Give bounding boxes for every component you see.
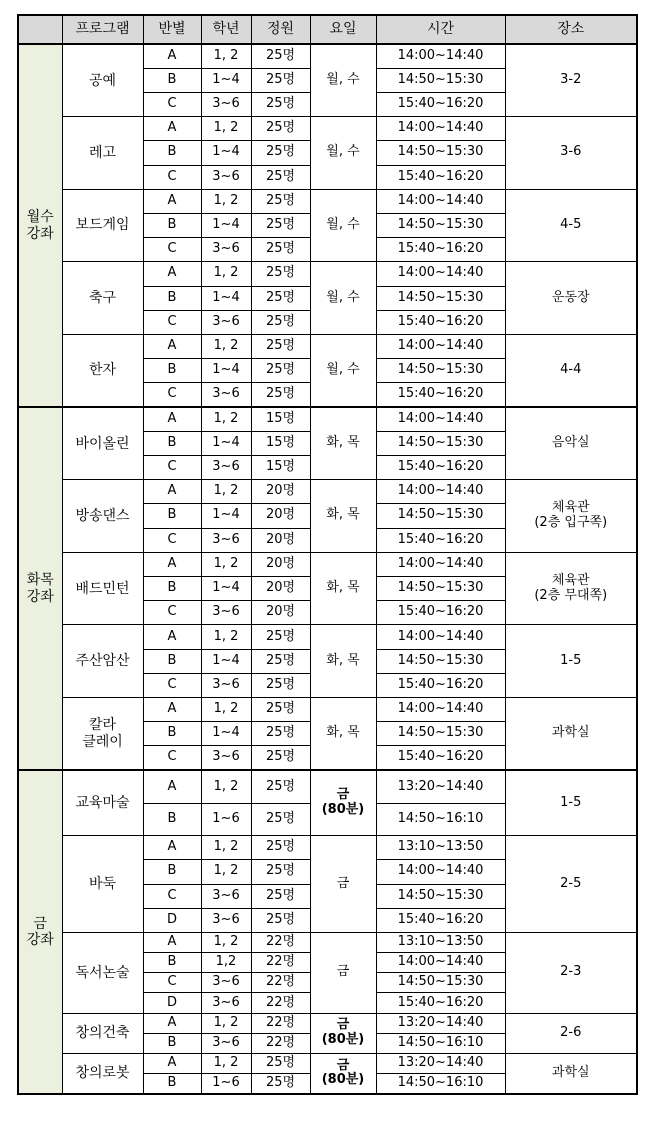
grade-cell: 1~4 bbox=[201, 722, 251, 746]
grade-cell: 3~6 bbox=[201, 92, 251, 116]
grade-cell: 1, 2 bbox=[201, 117, 251, 141]
table-row bbox=[18, 44, 637, 68]
class-cell: A bbox=[143, 480, 201, 504]
class-cell: B bbox=[143, 860, 201, 884]
day-cell: 금 (80분) bbox=[310, 1053, 376, 1094]
capacity-cell: 25명 bbox=[251, 625, 310, 649]
capacity-cell: 25명 bbox=[251, 1074, 310, 1094]
header-row bbox=[18, 15, 637, 44]
place-cell: 4-4 bbox=[505, 334, 637, 407]
day-cell: 화, 목 bbox=[310, 407, 376, 480]
class-cell: D bbox=[143, 993, 201, 1013]
table-row bbox=[18, 552, 637, 576]
class-cell: A bbox=[143, 44, 201, 68]
time-cell: 13:10~13:50 bbox=[376, 932, 505, 952]
grade-cell: 3~6 bbox=[201, 310, 251, 334]
grade-cell: 1~4 bbox=[201, 68, 251, 92]
time-cell: 14:00~14:40 bbox=[376, 552, 505, 576]
capacity-cell: 20명 bbox=[251, 601, 310, 625]
capacity-cell: 25명 bbox=[251, 383, 310, 407]
day-cell: 금 (80분) bbox=[310, 1013, 376, 1053]
program-name: 레고 bbox=[62, 117, 143, 190]
grade-cell: 1, 2 bbox=[201, 334, 251, 358]
capacity-cell: 25명 bbox=[251, 803, 310, 835]
program-name: 축구 bbox=[62, 262, 143, 335]
capacity-cell: 20명 bbox=[251, 504, 310, 528]
grade-cell: 1~4 bbox=[201, 576, 251, 600]
class-cell: A bbox=[143, 1053, 201, 1073]
grade-cell: 3~6 bbox=[201, 1033, 251, 1053]
time-cell: 15:40~16:20 bbox=[376, 601, 505, 625]
time-cell: 15:40~16:20 bbox=[376, 238, 505, 262]
time-cell: 15:40~16:20 bbox=[376, 92, 505, 116]
class-cell: A bbox=[143, 117, 201, 141]
day-cell: 월, 수 bbox=[310, 44, 376, 117]
time-cell: 14:50~15:30 bbox=[376, 431, 505, 455]
time-cell: 14:00~14:40 bbox=[376, 953, 505, 973]
grade-cell: 3~6 bbox=[201, 165, 251, 189]
day-cell: 화, 목 bbox=[310, 697, 376, 770]
grade-cell: 3~6 bbox=[201, 973, 251, 993]
grade-cell: 3~6 bbox=[201, 746, 251, 770]
place-cell: 1-5 bbox=[505, 625, 637, 698]
table-row bbox=[18, 770, 637, 803]
time-cell: 14:50~16:10 bbox=[376, 1033, 505, 1053]
class-cell: A bbox=[143, 407, 201, 431]
program-name: 독서논술 bbox=[62, 932, 143, 1013]
time-cell: 14:00~14:40 bbox=[376, 44, 505, 68]
grade-cell: 1,2 bbox=[201, 953, 251, 973]
class-cell: B bbox=[143, 1074, 201, 1094]
class-cell: B bbox=[143, 286, 201, 310]
time-cell: 15:40~16:20 bbox=[376, 310, 505, 334]
time-cell: 13:20~14:40 bbox=[376, 770, 505, 803]
header-capacity: 정원 bbox=[251, 15, 310, 44]
table-row bbox=[18, 932, 637, 952]
class-cell: B bbox=[143, 504, 201, 528]
time-cell: 14:00~14:40 bbox=[376, 860, 505, 884]
grade-cell: 3~6 bbox=[201, 884, 251, 908]
time-cell: 14:00~14:40 bbox=[376, 189, 505, 213]
grade-cell: 1, 2 bbox=[201, 552, 251, 576]
program-name: 창의건축 bbox=[62, 1013, 143, 1053]
time-cell: 14:00~14:40 bbox=[376, 625, 505, 649]
header-program: 프로그램 bbox=[62, 15, 143, 44]
grade-cell: 1, 2 bbox=[201, 770, 251, 803]
place-cell: 3-2 bbox=[505, 44, 637, 117]
program-name: 칼라 클레이 bbox=[62, 697, 143, 770]
time-cell: 15:40~16:20 bbox=[376, 993, 505, 1013]
time-cell: 14:00~14:40 bbox=[376, 334, 505, 358]
class-cell: A bbox=[143, 552, 201, 576]
day-cell: 화, 목 bbox=[310, 552, 376, 625]
grade-cell: 1~4 bbox=[201, 213, 251, 237]
grade-cell: 1~4 bbox=[201, 504, 251, 528]
category-cell: 금 강좌 bbox=[18, 770, 62, 1094]
class-cell: B bbox=[143, 431, 201, 455]
capacity-cell: 25명 bbox=[251, 213, 310, 237]
header-day: 요일 bbox=[310, 15, 376, 44]
capacity-cell: 25명 bbox=[251, 673, 310, 697]
time-cell: 14:50~15:30 bbox=[376, 576, 505, 600]
class-cell: A bbox=[143, 770, 201, 803]
capacity-cell: 25명 bbox=[251, 189, 310, 213]
grade-cell: 1, 2 bbox=[201, 697, 251, 721]
class-cell: A bbox=[143, 697, 201, 721]
day-cell: 월, 수 bbox=[310, 189, 376, 262]
day-cell: 화, 목 bbox=[310, 625, 376, 698]
program-name: 바이올린 bbox=[62, 407, 143, 480]
capacity-cell: 25명 bbox=[251, 908, 310, 932]
grade-cell: 1~4 bbox=[201, 649, 251, 673]
class-cell: D bbox=[143, 908, 201, 932]
class-cell: B bbox=[143, 649, 201, 673]
class-cell: C bbox=[143, 92, 201, 116]
capacity-cell: 25명 bbox=[251, 1053, 310, 1073]
table-row bbox=[18, 836, 637, 860]
capacity-cell: 25명 bbox=[251, 141, 310, 165]
class-cell: C bbox=[143, 528, 201, 552]
time-cell: 14:50~16:10 bbox=[376, 803, 505, 835]
capacity-cell: 22명 bbox=[251, 932, 310, 952]
capacity-cell: 25명 bbox=[251, 746, 310, 770]
time-cell: 14:50~15:30 bbox=[376, 504, 505, 528]
time-cell: 14:00~14:40 bbox=[376, 262, 505, 286]
grade-cell: 1~4 bbox=[201, 431, 251, 455]
class-cell: A bbox=[143, 1013, 201, 1033]
class-cell: C bbox=[143, 238, 201, 262]
class-cell: C bbox=[143, 165, 201, 189]
grade-cell: 3~6 bbox=[201, 528, 251, 552]
header-grade: 학년 bbox=[201, 15, 251, 44]
class-cell: B bbox=[143, 576, 201, 600]
capacity-cell: 25명 bbox=[251, 68, 310, 92]
class-cell: A bbox=[143, 262, 201, 286]
capacity-cell: 25명 bbox=[251, 359, 310, 383]
program-name: 바둑 bbox=[62, 836, 143, 933]
place-cell: 4-5 bbox=[505, 189, 637, 262]
capacity-cell: 25명 bbox=[251, 722, 310, 746]
class-cell: C bbox=[143, 884, 201, 908]
grade-cell: 3~6 bbox=[201, 993, 251, 1013]
place-cell: 2-6 bbox=[505, 1013, 637, 1053]
grade-cell: 3~6 bbox=[201, 455, 251, 479]
time-cell: 14:50~15:30 bbox=[376, 649, 505, 673]
class-cell: B bbox=[143, 141, 201, 165]
table-row bbox=[18, 262, 637, 286]
place-cell: 2-5 bbox=[505, 836, 637, 933]
capacity-cell: 25명 bbox=[251, 165, 310, 189]
grade-cell: 1~6 bbox=[201, 1074, 251, 1094]
program-name: 공예 bbox=[62, 44, 143, 117]
header-place: 장소 bbox=[505, 15, 637, 44]
class-cell: C bbox=[143, 673, 201, 697]
time-cell: 14:50~15:30 bbox=[376, 722, 505, 746]
class-cell: C bbox=[143, 383, 201, 407]
schedule-table bbox=[17, 14, 638, 1095]
class-cell: B bbox=[143, 359, 201, 383]
capacity-cell: 20명 bbox=[251, 528, 310, 552]
time-cell: 14:50~15:30 bbox=[376, 359, 505, 383]
place-cell: 음악실 bbox=[505, 407, 637, 480]
capacity-cell: 22명 bbox=[251, 953, 310, 973]
class-cell: A bbox=[143, 932, 201, 952]
capacity-cell: 25명 bbox=[251, 286, 310, 310]
class-cell: B bbox=[143, 68, 201, 92]
time-cell: 14:50~16:10 bbox=[376, 1074, 505, 1094]
time-cell: 15:40~16:20 bbox=[376, 165, 505, 189]
category-cell: 월수 강좌 bbox=[18, 44, 62, 407]
capacity-cell: 25명 bbox=[251, 770, 310, 803]
grade-cell: 1~6 bbox=[201, 803, 251, 835]
capacity-cell: 25명 bbox=[251, 836, 310, 860]
capacity-cell: 25명 bbox=[251, 884, 310, 908]
time-cell: 14:50~15:30 bbox=[376, 884, 505, 908]
capacity-cell: 25명 bbox=[251, 92, 310, 116]
class-cell: A bbox=[143, 625, 201, 649]
grade-cell: 1, 2 bbox=[201, 860, 251, 884]
time-cell: 14:00~14:40 bbox=[376, 480, 505, 504]
grade-cell: 1, 2 bbox=[201, 480, 251, 504]
grade-cell: 3~6 bbox=[201, 383, 251, 407]
class-cell: C bbox=[143, 310, 201, 334]
time-cell: 15:40~16:20 bbox=[376, 746, 505, 770]
grade-cell: 3~6 bbox=[201, 908, 251, 932]
header-corner bbox=[18, 15, 62, 44]
time-cell: 13:20~14:40 bbox=[376, 1053, 505, 1073]
place-cell: 체육관 (2층 입구쪽) bbox=[505, 480, 637, 553]
place-cell: 체육관 (2층 무대쪽) bbox=[505, 552, 637, 625]
table-row bbox=[18, 117, 637, 141]
table-row bbox=[18, 1013, 637, 1033]
category-cell: 화목 강좌 bbox=[18, 407, 62, 770]
capacity-cell: 20명 bbox=[251, 552, 310, 576]
place-cell: 2-3 bbox=[505, 932, 637, 1013]
time-cell: 15:40~16:20 bbox=[376, 383, 505, 407]
capacity-cell: 22명 bbox=[251, 993, 310, 1013]
class-cell: B bbox=[143, 953, 201, 973]
class-cell: B bbox=[143, 1033, 201, 1053]
capacity-cell: 25명 bbox=[251, 310, 310, 334]
grade-cell: 1~4 bbox=[201, 286, 251, 310]
grade-cell: 1, 2 bbox=[201, 932, 251, 952]
time-cell: 15:40~16:20 bbox=[376, 528, 505, 552]
program-name: 방송댄스 bbox=[62, 480, 143, 553]
capacity-cell: 25명 bbox=[251, 117, 310, 141]
class-cell: B bbox=[143, 213, 201, 237]
grade-cell: 1, 2 bbox=[201, 262, 251, 286]
header-time: 시간 bbox=[376, 15, 505, 44]
table-row bbox=[18, 697, 637, 721]
class-cell: A bbox=[143, 334, 201, 358]
schedule-body bbox=[18, 44, 637, 1094]
class-cell: C bbox=[143, 973, 201, 993]
capacity-cell: 25명 bbox=[251, 44, 310, 68]
time-cell: 13:20~14:40 bbox=[376, 1013, 505, 1033]
program-name: 배드민턴 bbox=[62, 552, 143, 625]
capacity-cell: 15명 bbox=[251, 455, 310, 479]
capacity-cell: 15명 bbox=[251, 431, 310, 455]
time-cell: 15:40~16:20 bbox=[376, 908, 505, 932]
grade-cell: 1, 2 bbox=[201, 189, 251, 213]
grade-cell: 3~6 bbox=[201, 601, 251, 625]
place-cell: 과학실 bbox=[505, 1053, 637, 1094]
capacity-cell: 20명 bbox=[251, 576, 310, 600]
grade-cell: 1, 2 bbox=[201, 407, 251, 431]
day-cell: 금 bbox=[310, 932, 376, 1013]
header-class: 반별 bbox=[143, 15, 201, 44]
capacity-cell: 25명 bbox=[251, 860, 310, 884]
place-cell: 1-5 bbox=[505, 770, 637, 836]
capacity-cell: 15명 bbox=[251, 407, 310, 431]
class-cell: B bbox=[143, 722, 201, 746]
class-cell: A bbox=[143, 189, 201, 213]
grade-cell: 1~4 bbox=[201, 141, 251, 165]
class-cell: B bbox=[143, 803, 201, 835]
grade-cell: 1, 2 bbox=[201, 1013, 251, 1033]
day-cell: 금 bbox=[310, 836, 376, 933]
table-row bbox=[18, 480, 637, 504]
time-cell: 14:00~14:40 bbox=[376, 117, 505, 141]
day-cell: 월, 수 bbox=[310, 334, 376, 407]
day-cell: 금 (80분) bbox=[310, 770, 376, 836]
table-row bbox=[18, 334, 637, 358]
class-cell: C bbox=[143, 601, 201, 625]
capacity-cell: 25명 bbox=[251, 262, 310, 286]
program-name: 교육마술 bbox=[62, 770, 143, 836]
capacity-cell: 25명 bbox=[251, 334, 310, 358]
program-name: 주산암산 bbox=[62, 625, 143, 698]
table-row bbox=[18, 1053, 637, 1073]
time-cell: 14:00~14:40 bbox=[376, 407, 505, 431]
place-cell: 운동장 bbox=[505, 262, 637, 335]
capacity-cell: 22명 bbox=[251, 1033, 310, 1053]
time-cell: 14:00~14:40 bbox=[376, 697, 505, 721]
day-cell: 화, 목 bbox=[310, 480, 376, 553]
capacity-cell: 25명 bbox=[251, 238, 310, 262]
class-cell: A bbox=[143, 836, 201, 860]
table-row bbox=[18, 189, 637, 213]
place-cell: 과학실 bbox=[505, 697, 637, 770]
time-cell: 14:50~15:30 bbox=[376, 213, 505, 237]
place-cell: 3-6 bbox=[505, 117, 637, 190]
grade-cell: 3~6 bbox=[201, 238, 251, 262]
day-cell: 월, 수 bbox=[310, 117, 376, 190]
time-cell: 13:10~13:50 bbox=[376, 836, 505, 860]
program-name: 창의로봇 bbox=[62, 1053, 143, 1094]
time-cell: 15:40~16:20 bbox=[376, 673, 505, 697]
grade-cell: 1, 2 bbox=[201, 836, 251, 860]
table-row bbox=[18, 625, 637, 649]
grade-cell: 1, 2 bbox=[201, 44, 251, 68]
capacity-cell: 20명 bbox=[251, 480, 310, 504]
day-cell: 월, 수 bbox=[310, 262, 376, 335]
class-cell: C bbox=[143, 455, 201, 479]
time-cell: 14:50~15:30 bbox=[376, 973, 505, 993]
capacity-cell: 22명 bbox=[251, 1013, 310, 1033]
grade-cell: 1, 2 bbox=[201, 625, 251, 649]
capacity-cell: 22명 bbox=[251, 973, 310, 993]
grade-cell: 3~6 bbox=[201, 673, 251, 697]
time-cell: 14:50~15:30 bbox=[376, 141, 505, 165]
time-cell: 14:50~15:30 bbox=[376, 68, 505, 92]
time-cell: 14:50~15:30 bbox=[376, 286, 505, 310]
grade-cell: 1~4 bbox=[201, 359, 251, 383]
program-name: 한자 bbox=[62, 334, 143, 407]
capacity-cell: 25명 bbox=[251, 697, 310, 721]
capacity-cell: 25명 bbox=[251, 649, 310, 673]
program-name: 보드게임 bbox=[62, 189, 143, 262]
time-cell: 15:40~16:20 bbox=[376, 455, 505, 479]
table-row bbox=[18, 407, 637, 431]
grade-cell: 1, 2 bbox=[201, 1053, 251, 1073]
class-cell: C bbox=[143, 746, 201, 770]
